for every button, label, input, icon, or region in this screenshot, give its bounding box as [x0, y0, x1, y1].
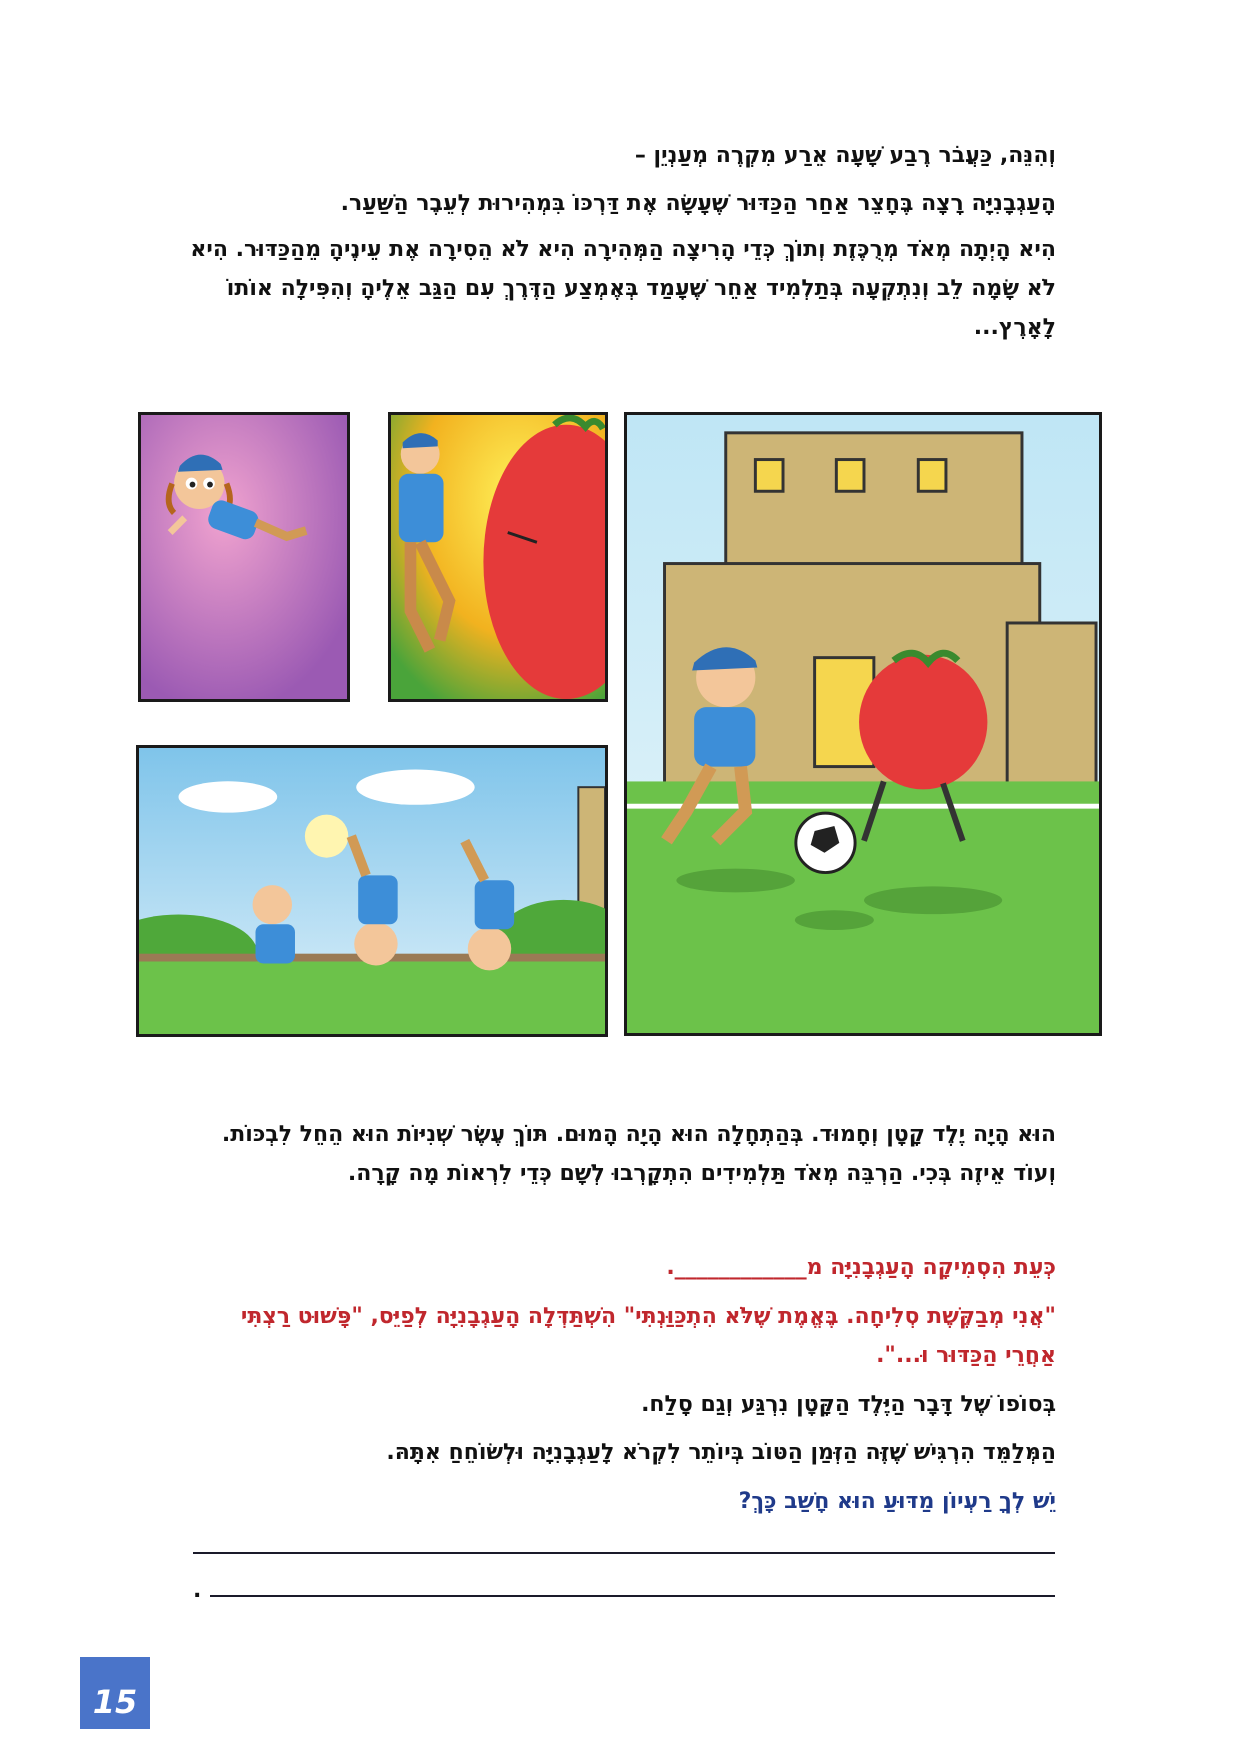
- comic-panel-tumbling-kids: [136, 745, 608, 1037]
- story-paragraph-5: בְּסוֹפוֹ שֶׁל דָּבָר הַיֶּלֶד הַקָּטָן נִרְגַּע וְגַם סָלַח.: [641, 1392, 1056, 1417]
- apology-quote: "אֲנִי מְבַקֶּשֶׁת סְלִיחָה. בֶּאֱמֶת שֶׁלֹּא הִתְכַּוַּנְתִּי" הִשְׁתַּדְּלָה הָעַגְבָנִיָּה לְפַיֵּס, "פָּשׁוּט רַצְתִּי אַחֲרֵי הַכַּדּוּר וּ...".: [240, 1304, 1056, 1368]
- schoolyard-illustration: [627, 415, 1099, 1033]
- collision-illustration: [391, 415, 605, 699]
- fill-in-sentence: כְּעֵת הִסְמִיקָה הָעַגְבָנִיָּה מ____________.: [666, 1255, 1056, 1280]
- story-paragraph-1: וְהִנֵּה, כַּעֲבֹר רֶבַע שָׁעָה אֵרַע מִקְרֶה מְעַנְיֵן –: [634, 143, 1056, 168]
- answer-line-dot: .: [193, 1578, 202, 1603]
- page-number: 15: [92, 1683, 138, 1721]
- answer-line-2[interactable]: [210, 1595, 1055, 1597]
- story-paragraph-6: הַמְּלַמֵּד הִרְגִּישׁ שֶׁזֶּה הַזְּמַן הַטּוֹב בְּיוֹתֵר לִקְרֹא לָעַגְבָנִיָּה וּלְשׂוֹחֵחַ אִתָּהּ.: [386, 1440, 1056, 1465]
- story-paragraph-3: הִיא הָיְתָה מְאֹד מְרֻכֶּזֶת וְתוֹךְ כְּדֵי הָרִיצָה הַמְּהִירָה הִיא לֹא הֵסִירָה אֶת עֵינֶיהָ מֵהַכַּדּוּר. הִיא לֹא שָׂמָה לֵב וְנִתְקְעָה בְּתַלְמִיד אַחֵר שֶׁעָמַד בְּאֶמְצַע הַדֶּרֶךְ עִם הַגַּב אֵלֶיהָ וְהִפִּילָה אוֹתוֹ לָאָרֶץ...: [190, 237, 1056, 340]
- answer-line-1[interactable]: [193, 1552, 1055, 1554]
- falling-child-illustration: [141, 415, 347, 699]
- question-prompt: יֵשׁ לְךָ רַעְיוֹן מַדּוּעַ הוּא חָשַׁב כָּךְ?: [738, 1489, 1056, 1514]
- comic-panel-falling-child: [138, 412, 350, 702]
- page-number-badge: [80, 1657, 150, 1729]
- comic-panel-schoolyard: [624, 412, 1102, 1036]
- comic-panel-collision: [388, 412, 608, 702]
- story-paragraph-2: הָעַגְבָנִיָּה רָצָה בֶּחָצֵר אַחַר הַכַּדּוּר שֶׁעָשָׂה אֶת דַּרְכּוֹ בִּמְהִירוּת לְעֵבֶר הַשַּׁעַר.: [340, 191, 1056, 216]
- tumbling-kids-illustration: [139, 748, 605, 1034]
- story-paragraph-4: הוּא הָיָה יֶלֶד קָטָן וְחָמוּד. בְּהַתְחָלָה הוּא הָיָה הָמוּם. תּוֹךְ עֶשֶׂר שְׁנִיּוֹת הוּא הֵחֵל לִבְכּוֹת. וְעוֹד אֵיזֶה בְּכִי. הַרְבֵּה מְאֹד תַּלְמִידִים הִתְקָרְבוּ לְשָׁם כְּדֵי לִרְאוֹת מָה קָרָה.: [221, 1122, 1056, 1186]
